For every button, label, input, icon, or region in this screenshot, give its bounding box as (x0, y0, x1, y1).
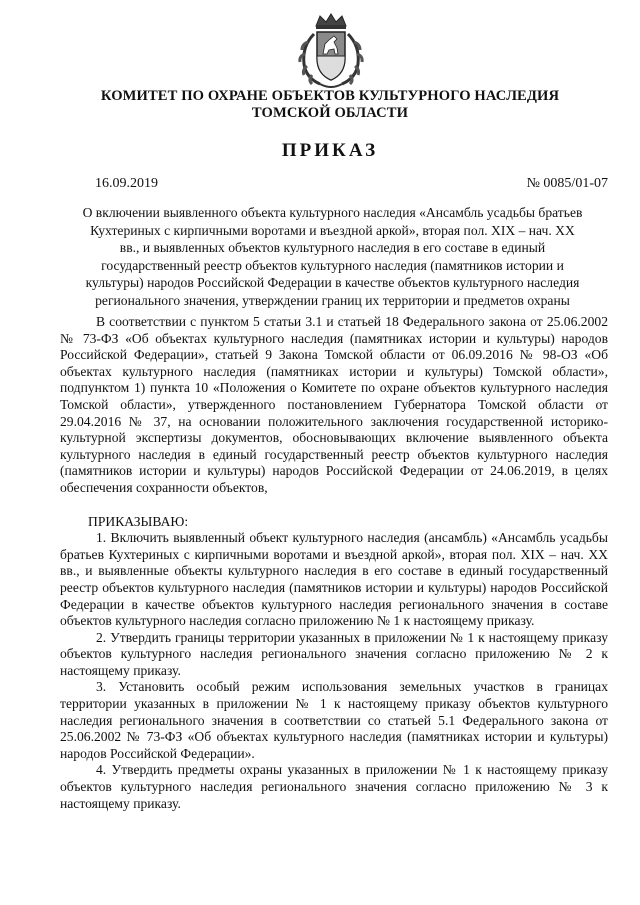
coat-of-arms-icon (296, 12, 366, 88)
order-heading: ПРИКАЗЫВАЮ: (88, 513, 189, 529)
document-date: 16.09.2019 (95, 176, 158, 191)
order-item-2: 2. Утвердить границы территории указанных в приложении № 1 к настоящему приказу объектов культурного наследия регионального значения согласно приложению № 2 к настоящему приказу. (60, 629, 608, 678)
coat-of-arms-emblem (296, 12, 366, 88)
preamble-paragraph: В соответствии с пунктом 5 статьи 3.1 и статьей 18 Федерального закона от 25.06.2002 № 73-ФЗ «Об объектах культурного наследия (памятниках истории и культуры) народов Российской Федерации», статьей 9 Закона Томской области от 06.09.2016 № 98-ОЗ «Об объектах культурного наследия (памятниках истории и культуры) Томской области», подпунктом 1) пункта 10 «Положения о Комитете по охране объектов культурного наследия Томской области», утвержденного постановлением Губернатора Томской области от 29.04.2016 № 37, на основании положительного заключения государственной историко-культурной экспертизы документов, обосновывающих включение выявленного объекта культурного наследия в единый государственный реестр объектов культурного наследия (памятников истории и культуры) народов Российской Федерации от 24.06.2019, в целях обеспечения сохранности объектов, (60, 314, 608, 495)
organization-name (40, 88, 620, 122)
document-type-title: ПРИКАЗ (281, 140, 379, 161)
order-item-3: 3. Установить особый режим использования земельных участков в границах территории указанных в приложении № 1 к настоящему приказу объектов культурного наследия регионального значения в соответствии со статьей 5.1 Федерального закона от 25.06.2002 № 73-ФЗ «Об объектах культурного наследия (памятниках истории и культуры) народов Российской Федерации». (60, 679, 608, 761)
order-subject: О включении выявленного объекта культурного наследия «Ансамбль усадьбы братьев Кухтериных с кирпичными воротами и въездной аркой», вторая пол. XIX – нач. XX вв., и выявленных объектов культурного наследия в его составе в единый государственный реестр объектов культурного наследия (памятников истории и культуры) народов Российской Федерации в качестве объектов культурного наследия регионального значения, утверждении границ их территории и предметов охраны (82, 205, 583, 308)
organization-name-line1: КОМИТЕТ ПО ОХРАНЕ ОБЪЕКТОВ КУЛЬТУРНОГО НАСЛЕДИЯ (100, 88, 560, 104)
organization-name-line2: ТОМСКОЙ ОБЛАСТИ (251, 105, 409, 121)
order-item-4: 4. Утвердить предметы охраны указанных в приложении № 1 к настоящему приказу объектов культурного наследия регионального значения согласно приложению № 3 к настоящему приказу. (60, 762, 608, 811)
order-body (60, 314, 608, 812)
document-number: № 0085/01-07 (526, 176, 608, 191)
order-item-1: 1. Включить выявленный объект культурного наследия (ансамбль) «Ансамбль усадьбы братьев Кухтериных с кирпичными воротами и въездной аркой», вторая пол. XIX – нач. XX вв., и выявленные объекты культурного наследия в его составе в единый государственный реестр объектов культурного наследия (памятников истории и культуры) народов Российской Федерации в качестве объектов культурного наследия регионального значения в составе объектов культурного наследия согласно приложению № 1 к настоящему приказу. (60, 530, 608, 629)
